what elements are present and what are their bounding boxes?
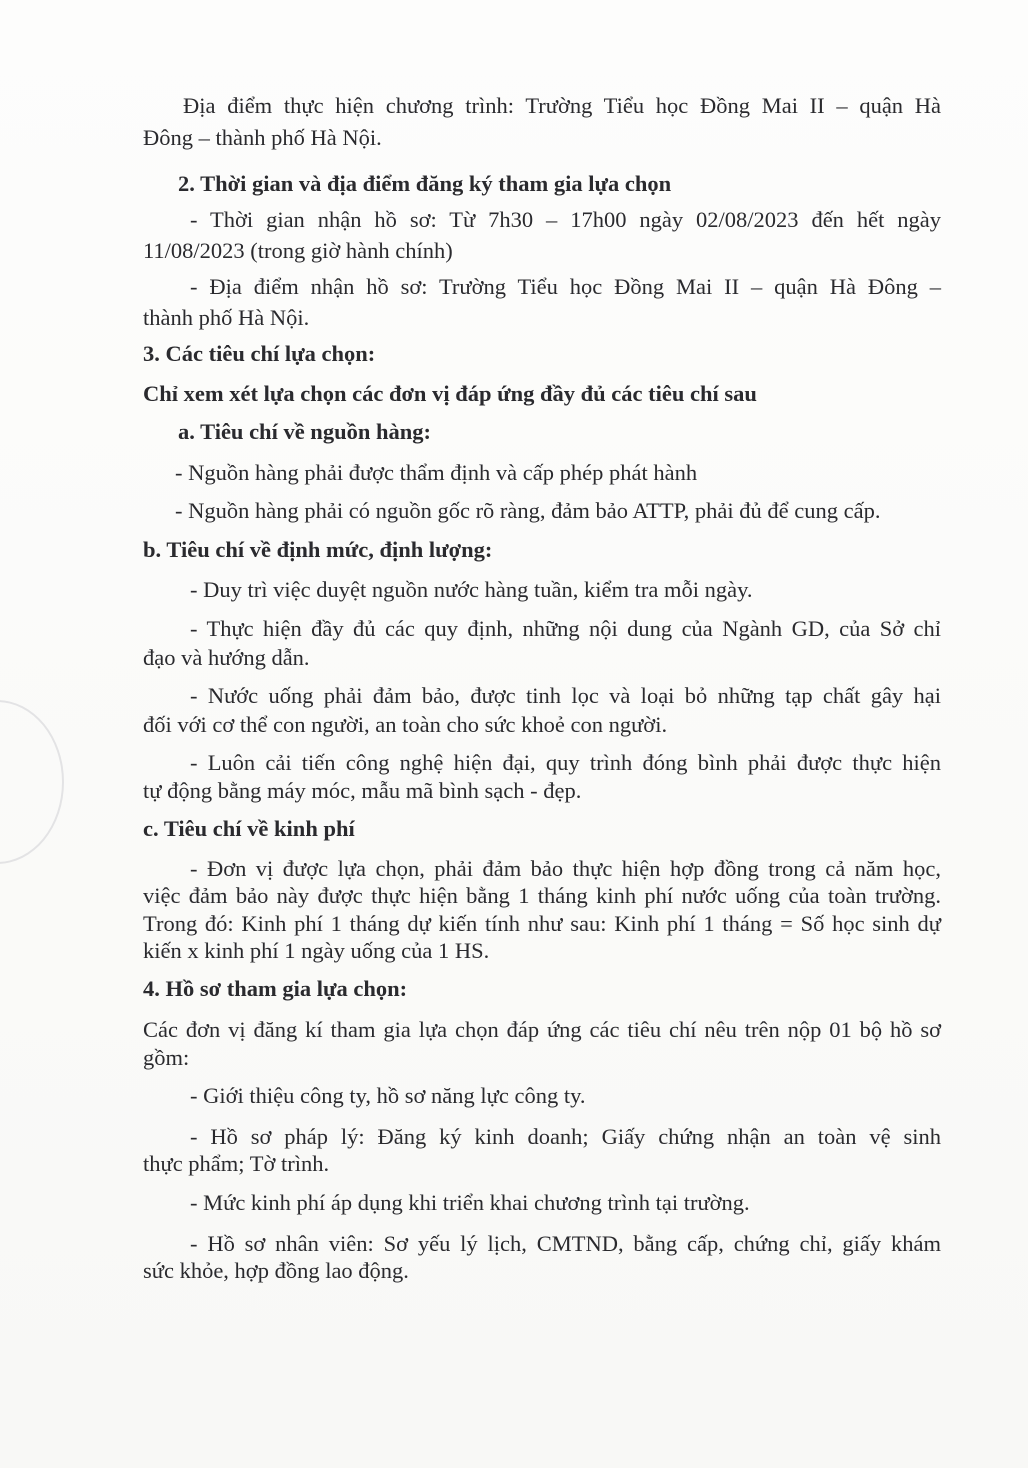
criteria-b-heading: b. Tiêu chí về định mức, định lượng: <box>143 537 493 562</box>
criteria-b-item-3-line-1: - Nước uống phải đảm bảo, được tinh lọc và loại bỏ những tạp chất gây hại <box>190 683 941 708</box>
venue-line-1: Địa điểm thực hiện chương trình: Trường Tiểu học Đồng Mai II – quận Hà <box>183 93 941 118</box>
section-4-intro-line-1: Các đơn vị đăng kí tham gia lựa chọn đáp ứng các tiêu chí nêu trên nộp 01 bộ hồ sơ <box>143 1017 941 1042</box>
criteria-c-line-1: - Đơn vị được lựa chọn, phải đảm bảo thực hiện hợp đồng trong cả năm học, <box>190 856 941 881</box>
dossier-item-2-line-1: - Hồ sơ pháp lý: Đăng ký kinh doanh; Giấy chứng nhận an toàn vệ sinh <box>190 1124 941 1149</box>
dossier-item-4-line-1: - Hồ sơ nhân viên: Sơ yếu lý lịch, CMTND, bằng cấp, chứng chỉ, giấy khám <box>190 1231 941 1256</box>
place-line-1: - Địa điểm nhận hồ sơ: Trường Tiểu học Đồng Mai II – quận Hà Đông – <box>190 274 941 299</box>
dossier-item-4-line-2: sức khỏe, hợp đồng lao động. <box>143 1258 409 1283</box>
criteria-b-item-1: - Duy trì việc duyệt nguồn nước hàng tuần, kiểm tra mỗi ngày. <box>190 577 753 602</box>
section-2-heading: 2. Thời gian và địa điểm đăng ký tham gia lựa chọn <box>178 171 672 196</box>
criteria-c-line-4: kiến x kinh phí 1 ngày uống của 1 HS. <box>143 938 490 963</box>
dossier-item-2-line-2: thực phẩm; Tờ trình. <box>143 1151 330 1176</box>
dossier-item-3: - Mức kinh phí áp dụng khi triển khai chương trình tại trường. <box>190 1190 750 1215</box>
criteria-b-item-3-line-2: đối với cơ thể con người, an toàn cho sức khoẻ con người. <box>143 712 668 737</box>
criteria-c-heading: c. Tiêu chí về kinh phí <box>143 816 355 841</box>
section-3-intro: Chỉ xem xét lựa chọn các đơn vị đáp ứng đầy đủ các tiêu chí sau <box>143 381 757 406</box>
section-3-heading: 3. Các tiêu chí lựa chọn: <box>143 341 376 366</box>
criteria-b-item-2-line-2: đạo và hướng dẫn. <box>143 645 310 670</box>
time-line-1: - Thời gian nhận hồ sơ: Từ 7h30 – 17h00 ngày 02/08/2023 đến hết ngày <box>190 207 941 232</box>
section-4-intro-line-2: gồm: <box>143 1045 190 1070</box>
criteria-b-item-4-line-1: - Luôn cải tiến công nghệ hiện đại, quy trình đóng bình phải được thực hiện <box>190 750 941 775</box>
criteria-a-item-1: - Nguồn hàng phải được thẩm định và cấp phép phát hành <box>175 460 698 485</box>
criteria-a-item-2: - Nguồn hàng phải có nguồn gốc rõ ràng, đảm bảo ATTP, phải đủ để cung cấp. <box>175 498 881 523</box>
faded-stamp <box>0 700 64 864</box>
section-4-heading: 4. Hồ sơ tham gia lựa chọn: <box>143 976 408 1001</box>
dossier-item-1: - Giới thiệu công ty, hồ sơ năng lực công ty. <box>190 1083 586 1108</box>
place-line-2: thành phố Hà Nội. <box>143 305 310 330</box>
time-line-2: 11/08/2023 (trong giờ hành chính) <box>143 238 453 263</box>
venue-line-2: Đông – thành phố Hà Nội. <box>143 125 382 150</box>
criteria-a-heading: a. Tiêu chí về nguồn hàng: <box>178 419 431 444</box>
criteria-c-line-2: việc đảm bảo này được thực hiện bằng 1 tháng kinh phí nước uống của toàn trường. <box>143 883 941 908</box>
criteria-b-item-4-line-2: tự động bằng máy móc, mẫu mã bình sạch - đẹp. <box>143 778 582 803</box>
criteria-b-item-2-line-1: - Thực hiện đầy đủ các quy định, những nội dung của Ngành GD, của Sở chỉ <box>190 616 941 641</box>
criteria-c-line-3: Trong đó: Kinh phí 1 tháng dự kiến tính như sau: Kinh phí 1 tháng = Số học sinh dự <box>143 911 941 936</box>
